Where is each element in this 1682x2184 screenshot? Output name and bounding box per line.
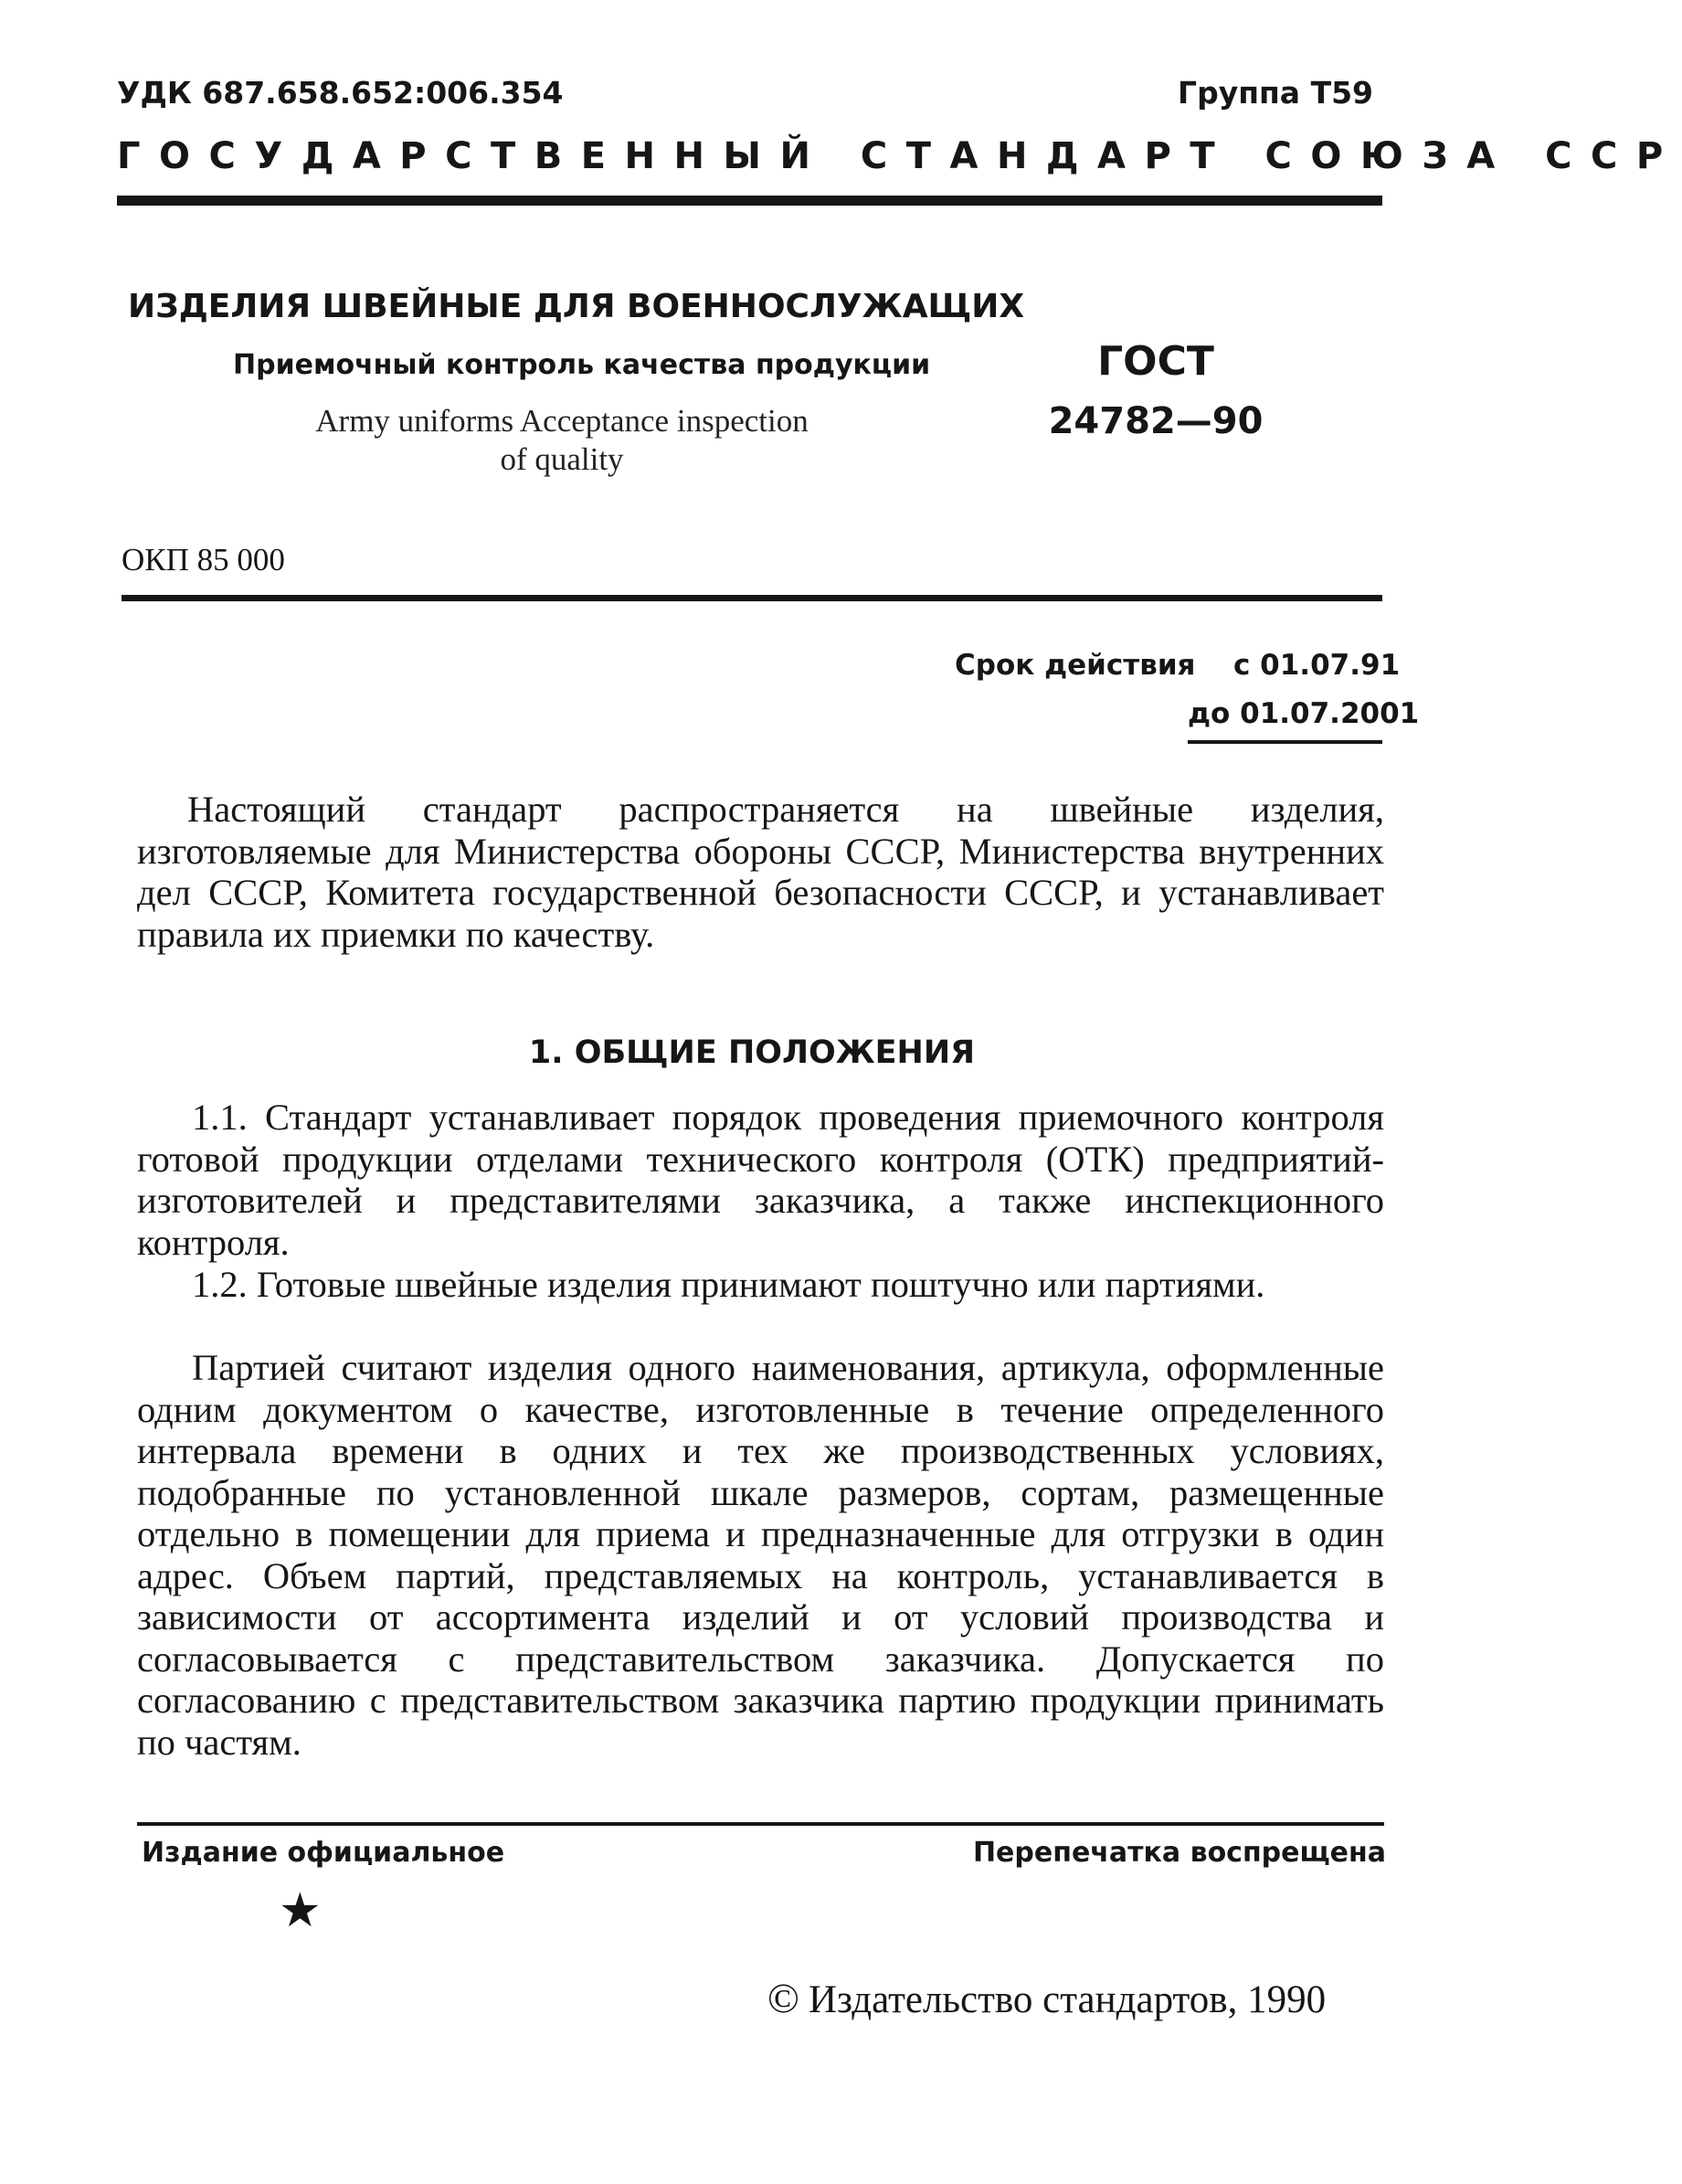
validity-from: с 01.07.91 — [1233, 649, 1401, 682]
okp-code: ОКП 85 000 — [122, 542, 285, 578]
publisher-name: Издательство стандартов, 1990 — [808, 1978, 1327, 2021]
gost-label: ГОСТ — [1097, 338, 1214, 385]
section-heading: 1. ОБЩИЕ ПОЛОЖЕНИЯ — [528, 1034, 976, 1071]
header-divider — [117, 196, 1382, 206]
document-title: ИЗДЕЛИЯ ШВЕЙНЫЕ ДЛЯ ВОЕННОСЛУЖАЩИХ — [128, 288, 1025, 325]
validity-underline — [1188, 740, 1382, 744]
title-divider — [122, 595, 1382, 601]
validity-label: Срок действия — [955, 649, 1196, 682]
english-title-line: Army uniforms Acceptance inspection — [315, 403, 809, 439]
paragraph-party-definition: Партией считают изделия одного наименования, артикула, оформленные одним документом о качестве, изготовленные в течение определенного интервала времени в одних и тех же производственных условиях, подобранные по установленной шкале размеров, сортам, размещенные отдельно в помещении для приема и предназначенные для отгрузки в один адрес. Объем партий, представляемых на контроль, устанавливается в зависимости от ассортимента изделий и от условий производства и согласовывается с представительством заказчика. Допускается по согласованию с представительством заказчика партию продукции принимать по частям. — [137, 1347, 1384, 1763]
state-standard-heading: ГОСУДАРСТВЕННЫЙ СТАНДАРТ СОЮЗА ССР — [117, 135, 1682, 177]
intro-paragraph: Настоящий стандарт распространяется на швейные изделия, изготовляемые для Министерства обороны СССР, Министерства внутренних дел СССР, Комитета государственной безопасности СССР, и устанавливает правила их приемки по качеству. — [137, 789, 1384, 955]
group-code: Группа Т59 — [1178, 75, 1373, 111]
english-title — [260, 402, 863, 479]
validity-to: до 01.07.2001 — [1188, 697, 1420, 730]
gost-number: 24782—90 — [1048, 400, 1264, 442]
udk-code: УДК 687.658.652:006.354 — [117, 75, 564, 111]
publisher-line — [767, 1974, 1326, 2022]
paragraph-1-1: 1.1. Стандарт устанавливает порядок проведения приемочного контроля готовой продукции отделами технического контроля (ОТК) предприятий-изготовителей и представителями заказчика, а также инспекционного контроля. — [137, 1097, 1384, 1263]
footer-divider — [137, 1822, 1384, 1826]
star-icon: ★ — [279, 1885, 322, 1937]
copyright-icon: © — [767, 1975, 799, 2021]
paragraph-1-2: 1.2. Готовые швейные изделия принимают поштучно или партиями. — [192, 1264, 1265, 1305]
english-title-line: of quality — [500, 441, 624, 477]
document-subtitle: Приемочный контроль качества продукции — [233, 349, 931, 381]
reprint-note: Перепечатка воспрещена — [972, 1837, 1386, 1869]
edition-note: Издание официальное — [142, 1837, 505, 1869]
